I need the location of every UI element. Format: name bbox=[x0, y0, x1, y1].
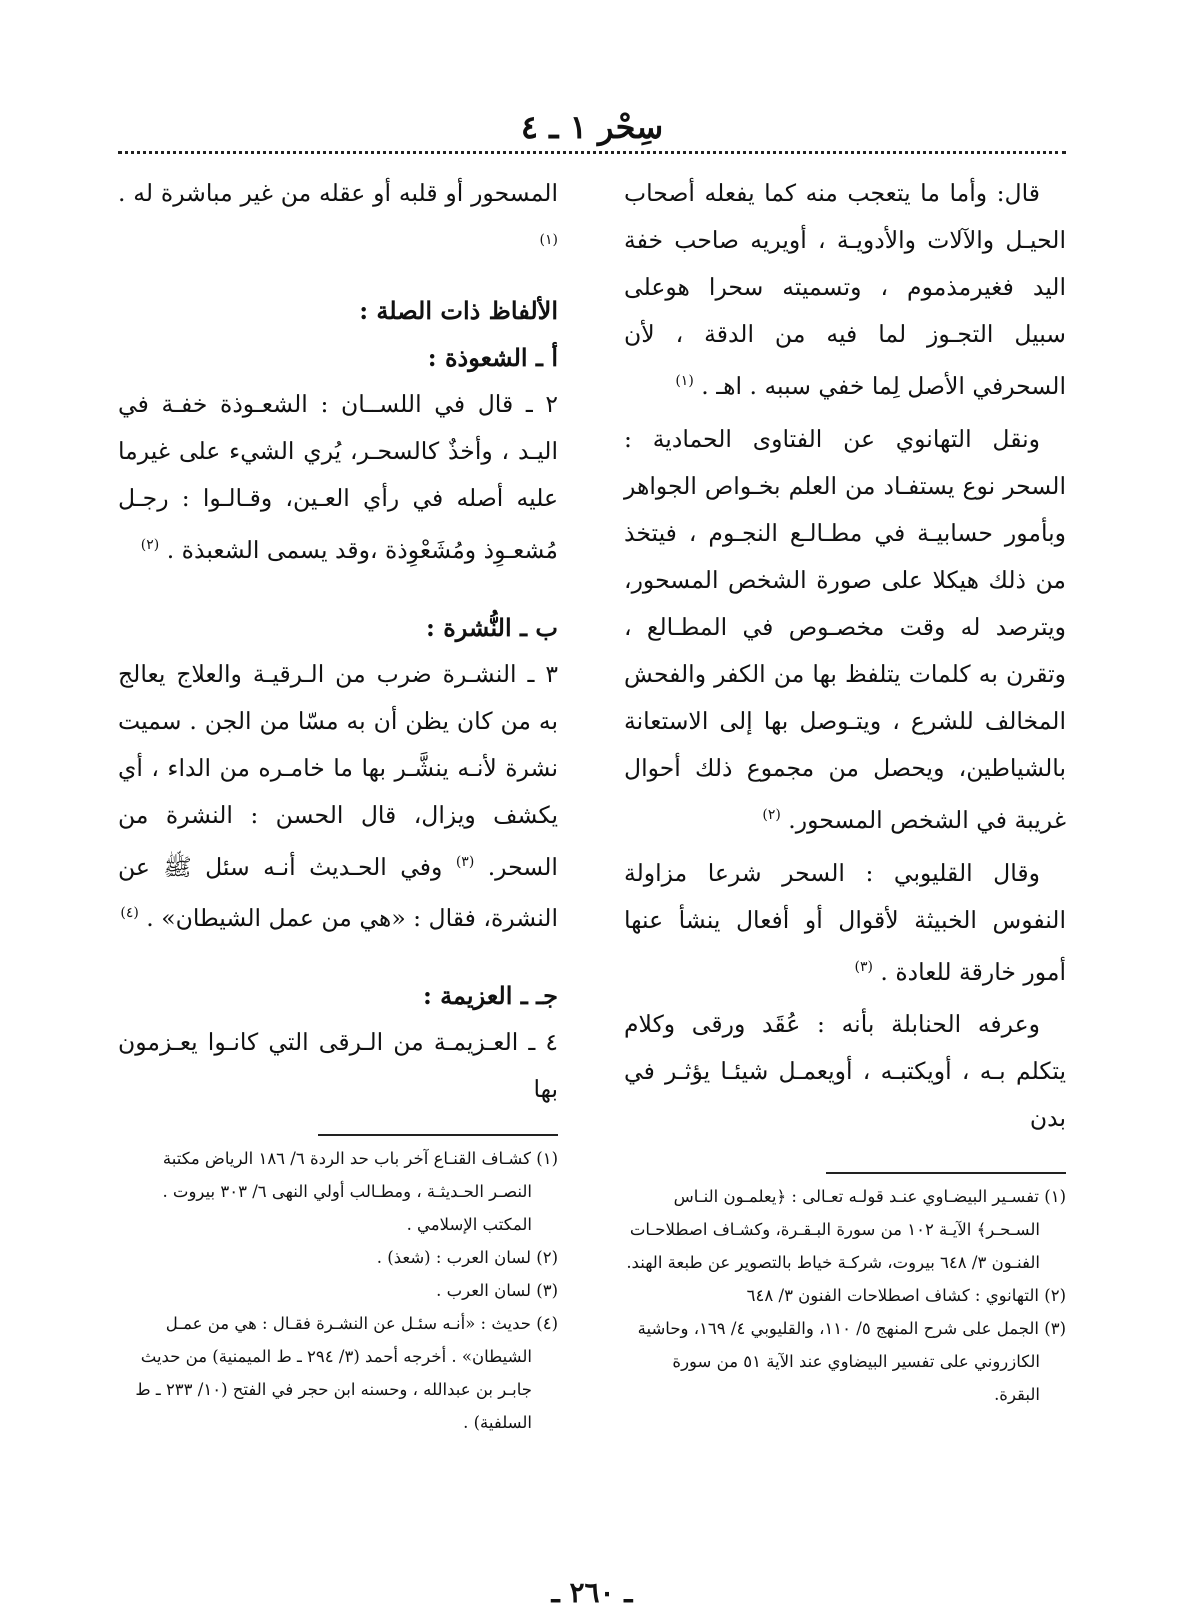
section-heading-nushra: ب ـ النُّشرة : bbox=[426, 612, 558, 642]
footnote-ref: (٢) bbox=[140, 536, 160, 553]
spacer bbox=[118, 574, 558, 604]
spacer bbox=[118, 942, 558, 972]
footnote-item: (١) تفسـير البيضـاوي عنـد قولـه تعـالى : ﴿يعلمـون النـاس السـحـر﴾ الآيـة ١٠٢ من سورة البـقـرة، وكشـاف اصطلاحـات الفنـون ٣/ ٦٤٨ بيروت، شركـة خياط بالتصوير عن طبعة الهند. bbox=[626, 1187, 1066, 1272]
footnote-rule bbox=[826, 1172, 1066, 1174]
footnote-ref: (٣) bbox=[455, 853, 475, 870]
header-dotted-rule bbox=[118, 151, 1066, 154]
paragraph-text: المسحور أو قلبه أو عقله من غير مباشرة له . bbox=[118, 179, 558, 207]
right-column bbox=[624, 170, 1066, 1142]
paragraph-hanabila: وعرفه الحنابلة بأنه : عُقَد ورقى وكلام يتكلم بـه ، أويكتبـه ، أويعمـل شيئـا يؤثـر في بدن bbox=[624, 1010, 1066, 1133]
footnote-item: (١) كشـاف القنـاع آخر باب حد الردة ٦/ ١٨٦ الرياض مكتبة النصـر الحـديثـة ، ومطـالب أولي النهى ٦/ ٣٠٣ بيروت . المكتب الإسلامي . bbox=[162, 1149, 558, 1234]
paragraph-nushra bbox=[118, 651, 558, 943]
section-heading-shaawadha: أ ـ الشعوذة : bbox=[427, 342, 558, 372]
paragraph-text: وقال القليوبي : السحر شرعا مزاولة النفوس الخبيثة لأقوال أو أفعال ينشأ عنها أمور خارقة للعادة . bbox=[624, 858, 1066, 986]
footnotes-right bbox=[624, 1172, 1066, 1411]
section-heading-azima: جـ ـ العزيمة : bbox=[422, 981, 558, 1011]
paragraph-shaawadha bbox=[118, 381, 558, 574]
left-column bbox=[118, 170, 558, 1113]
paragraph-continuation bbox=[118, 170, 558, 269]
footnote-item: (٣) الجمل على شرح المنهج ٥/ ١١٠، والقليوبي ٤/ ١٦٩، وحاشية الكازروني على تفسير البيضاوي عند الآية ٥١ من سورة البقرة. bbox=[637, 1319, 1066, 1404]
footnote-item: (٤) حديث : «أنـه سئـل عن النشـرة فقـال : هي من عمـل الشيطان» . أخرجه أحمد (٣/ ٢٩٤ ـ ط الميمنية) من حديث جابـر بن عبدالله ، وحسنه ابن حجر في الفتح (١٠/ ٢٣٣ ـ ط السلفية) . bbox=[135, 1314, 558, 1432]
footnote-ref: (١) bbox=[539, 232, 558, 248]
section-heading-related-terms: الألفاظ ذات الصلة : bbox=[359, 295, 558, 325]
footnote-item: (٢) لسان العرب : (شعذ) . bbox=[376, 1248, 558, 1267]
paragraph-text: ٢ ـ قال في اللســان : الشعـوذة خفـة في اليـد ، وأخذٌ كالسحـر، يُري الشيء على غيرما عليه أصله في رأي العـين، وقـالـوا : رجـل مُشعـوِذ ومُشَعْوِذة ،وقد يسمى الشعبذة . bbox=[118, 389, 558, 564]
paragraph-text: ٣ ـ النشـرة ضرب من الـرقيـة والعلاج يعالج به من كان يظن أن به مسّا من الجن . سميت نشرة لأنـه ينشَّـر بها ما خامـره من الداء ، أي يكشف ويزال، قال الحسن : النشرة من السحر. bbox=[118, 659, 558, 881]
footnote-item: (٢) التهانوي : كشاف اصطلاحات الفنون ٣/ ٦٤٨ bbox=[746, 1286, 1066, 1305]
paragraph-text: وفي الحـديث أنـه سئل ﷺ عن النشرة، فقال : «هي من عمل الشيطان» . bbox=[118, 852, 558, 933]
footnotes-left bbox=[118, 1134, 558, 1439]
footnote-rule bbox=[318, 1134, 558, 1136]
paragraph-azima: ٤ ـ العـزيمـة من الـرقى التي كانـوا يعـزمون بها bbox=[118, 1028, 558, 1104]
running-header: سِحْر ١ ـ ٤ bbox=[520, 108, 664, 146]
paragraph-text: ونقل التهانوي عن الفتاوى الحمادية : السحر نوع يستفـاد من العلم بخـواص الجواهر وبأمور حسابيـة في مطـالـع النجـوم ، فيتخذ من ذلك هيكلا على صورة الشخص المسحور، ويترصد له وقت مخصـوص في المطـالع ، وتقرن به كلمات يتلفظ بها من الكفر والفحش المخالف للشرع ، ويتـوصل بها إلى الاستعانة بالشياطين، ويحصل من مجموع ذلك أحوال غريبة في الشخص المسحور. bbox=[624, 424, 1066, 834]
footnote-ref: (٢) bbox=[762, 806, 781, 823]
paragraph-definition bbox=[624, 170, 1066, 410]
spacer bbox=[118, 269, 558, 287]
footnote-item: (٣) لسان العرب . bbox=[436, 1281, 558, 1300]
footnote-ref: (٤) bbox=[120, 905, 139, 922]
footnote-ref: (١) bbox=[675, 373, 694, 389]
page-number: ـ ٢٦٠ ـ bbox=[551, 1576, 633, 1609]
paragraph-tahanawi bbox=[624, 416, 1066, 844]
paragraph-text: قال: وأما ما يتعجب منه كما يفعله أصحاب الحيـل والآلات والأدويـة ، أويريه صاحب خفة اليد فغيرمذموم ، وتسميته سحرا هوعلى سبيل التجـوز لما فيه من الدقة ، لأن السحرفي الأصل لِما خفي سببه . اهـ . bbox=[624, 179, 1066, 400]
paragraph-qalyubi bbox=[624, 850, 1066, 996]
footnote-ref: (٣) bbox=[854, 958, 873, 975]
